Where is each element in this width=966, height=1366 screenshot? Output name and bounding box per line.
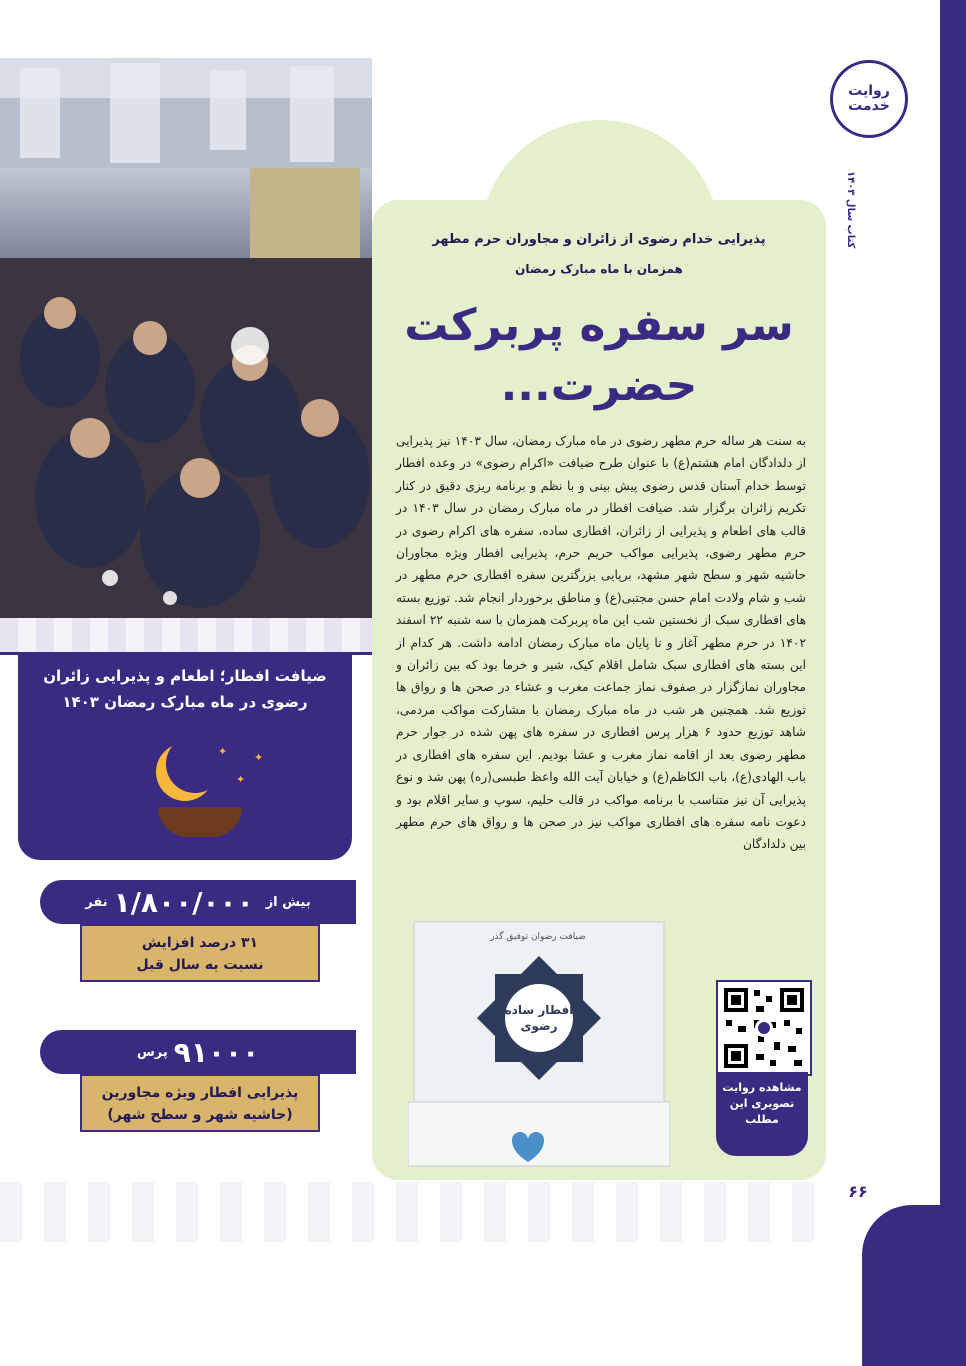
iftar-info-box bbox=[18, 655, 352, 860]
star-icon: ✦ bbox=[254, 751, 264, 764]
stat-caption-box bbox=[80, 924, 320, 982]
book-label: کتاب سال ۱۴۰۳ bbox=[845, 171, 856, 249]
stat-caption-box bbox=[80, 1074, 320, 1132]
stat-unit: پرس bbox=[136, 1044, 168, 1060]
stat-caption-line2: (حاشیه شهر و سطح شهر) bbox=[107, 1107, 293, 1123]
article-headline: سر سفره پربرکت حضرت... bbox=[404, 300, 794, 411]
star-icon: ✦ bbox=[236, 773, 246, 786]
emblem-text: روایت خدمت bbox=[848, 82, 890, 114]
stat-unit: نفر bbox=[85, 894, 108, 910]
stat-caption-line1: پذیرایی افطار ویژه مجاورین bbox=[101, 1085, 299, 1101]
iftar-box-image bbox=[408, 918, 670, 1170]
stat-number-pill bbox=[40, 1030, 356, 1074]
dates-bowl-icon bbox=[158, 807, 242, 837]
stat-caption-line1: ۳۱ درصد افزایش bbox=[141, 935, 259, 951]
article-subtitle: پذیرایی خدام رضوی از زائران و مجاوران حرم مطهر bbox=[432, 232, 766, 247]
stat-number: ۹۱۰۰۰ bbox=[173, 1035, 260, 1069]
article-body: به سنت هر ساله حرم مطهر رضوی در ماه مبارک رمضان، سال ۱۴۰۳ نیز پذیرایی از دلدادگان امام هشتم(ع) با عنوان طرح ضیافت «اکرام رضوی» در وعده افطار توسط خدام آستان قدس رضوی پیش بینی و با نظم و برنامه ریزی دقیق در کنار تکریم زائران برگزار شد. ضیافت افطار در ماه مبارک رمضان در سال ۱۴۰۳ در قالب های اطعام و پذیرایی از زائران، افطاری ساده، سفره های اکرام رضوی در حرم مطهر رضوی، پذیرایی مواکب حریم حرم، پذیرایی افطار ویژه مجاوران حاشیه شهر و سطح شهر مشهد، برپایی بزرگترین سفره افطاری حرم مطهر در شب و شام ولادت امام حسن مجتبی(ع) و مناطق برخوردار انجام شد. توزیع بسته های افطاری سبک از نخستین شب این ماه پربرکت همزمان با سه شنبه ۲۲ اسفند ۱۴۰۲ در حرم مطهر آغاز و تا پایان ماه مبارک رمضان ادامه داشت. هر کدام از این بسته های افطاری سبک شامل اقلام کیک، شیر و خرما بود که بین زائران و مجاوران نمازگزار در صفوف نماز جماعت مغرب و عشاء در صحن ها و رواق ها توزیع شد. همچنین هر شب در ماه مبارک رمضان با مشارکت مواکب مردمی، شاهد توزیع حدود ۶ هزار پرس افطاری در سفره های پهن شده در جوار حرم مطهر رضوی بعد از اقامه نماز مغرب و عشا بودیم. این سفره های افطاری در باب الهادی(ع)، باب الکاظم(ع) و خیابان آیت الله واعظ طبسی(ره) پهن شد و نوع پذیرایی آن نیز متناسب با برنامه مواکب در قالب حلیم، سوپ و سایر اقلام بود و دعوت نامه سفره های افطاری مواکب نیز در صحن ها و رواق های حرم مطهر بین دلدادگان bbox=[396, 434, 807, 852]
page-number: ۶۶ bbox=[848, 1182, 868, 1201]
rail-bottom-shape bbox=[862, 1205, 966, 1366]
crescent-moon-icon bbox=[166, 735, 224, 793]
star-icon: ✦ bbox=[218, 745, 228, 758]
publication-emblem bbox=[830, 60, 908, 138]
stat-prefix: بیش از bbox=[265, 894, 311, 910]
rail-bar bbox=[940, 0, 966, 1366]
qr-code-graphic bbox=[718, 982, 810, 1074]
stat-number-pill bbox=[40, 880, 356, 924]
iftar-photo bbox=[0, 58, 372, 618]
iftar-photo-illustration bbox=[0, 58, 372, 618]
article-subtitle-2: همزمان با ماه مبارک رمضان bbox=[515, 262, 683, 276]
stat-number: ۱/۸۰۰/۰۰۰ bbox=[113, 885, 254, 919]
iftar-box-illustration bbox=[408, 918, 670, 1170]
qr-label: مشاهده روایت تصویری این مطلب bbox=[716, 1072, 808, 1156]
stat-caption-line2: نسبت به سال قبل bbox=[136, 957, 264, 973]
box-label: افطار ساده رضوی bbox=[504, 1003, 574, 1033]
box-header-text: ضیافت رضوان توفیق گذر bbox=[490, 932, 586, 942]
ornament-band bbox=[0, 618, 372, 655]
qr-code[interactable] bbox=[716, 980, 812, 1076]
footer-ornament bbox=[0, 1182, 828, 1242]
info-box-title: ضیافت افطار؛ اطعام و پذیرایی زائران رضوی در ماه مبارک رمضان ۱۴۰۳ bbox=[43, 667, 327, 711]
